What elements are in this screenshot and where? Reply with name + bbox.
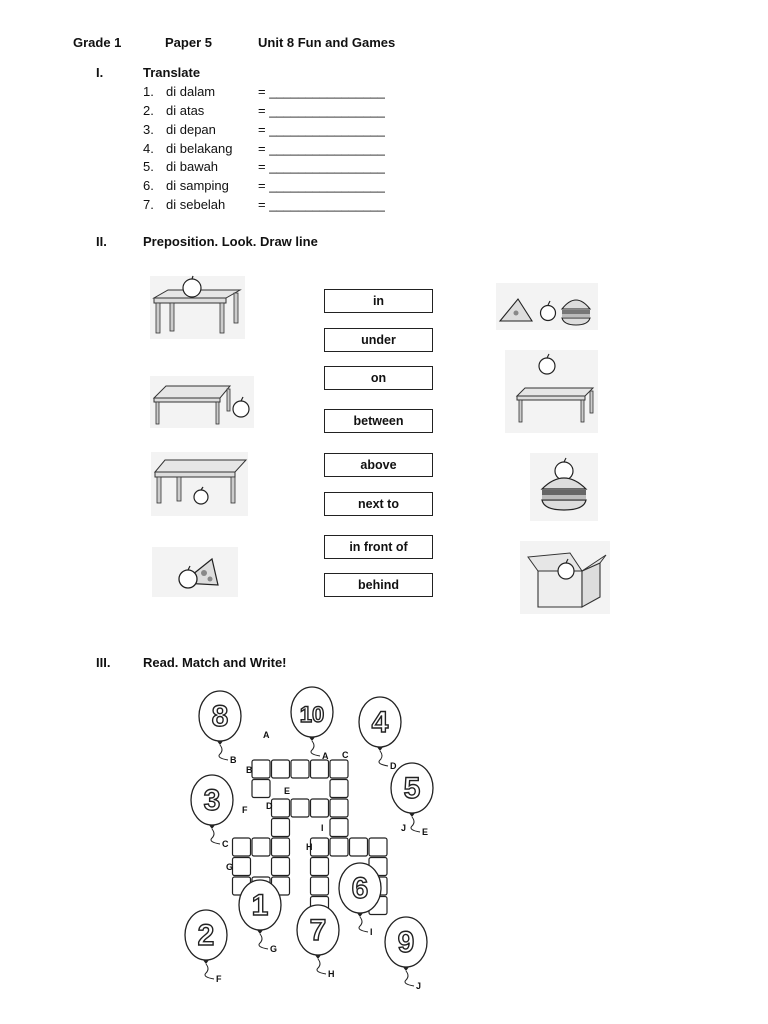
- balloon-letter: D: [390, 761, 397, 771]
- item-number: 7.: [143, 197, 154, 212]
- item-number: 5.: [143, 159, 154, 174]
- crossword-cell[interactable]: [311, 877, 329, 895]
- balloon-letter: A: [322, 751, 329, 761]
- balloon-8: [199, 691, 241, 765]
- section1-title: Translate: [143, 65, 201, 80]
- balloon-number: 8: [211, 700, 229, 733]
- header-paper: Paper 5: [165, 35, 212, 50]
- balloon-10: [291, 687, 333, 761]
- balloon-letter: I: [370, 927, 373, 937]
- balloon-5: [391, 763, 433, 837]
- crossword-cell[interactable]: [311, 858, 329, 876]
- grid-letter: J: [401, 823, 407, 833]
- balloon-letter: C: [222, 839, 229, 849]
- item-number: 2.: [143, 103, 154, 118]
- balloon-number: 10: [299, 702, 325, 727]
- balloon-3: [191, 775, 233, 849]
- word-box-in-front-of[interactable]: in front of: [324, 535, 433, 559]
- apple-behind-burger-picture[interactable]: [530, 453, 598, 521]
- answer-blank[interactable]: = ________________: [258, 122, 385, 137]
- apple-next-to-table-picture[interactable]: [150, 376, 254, 428]
- item-word: di belakang: [166, 141, 233, 156]
- word-box-behind[interactable]: behind: [324, 573, 433, 597]
- crossword-cell[interactable]: [330, 799, 348, 817]
- crossword-cell[interactable]: [330, 819, 348, 837]
- balloon-number: 6: [351, 872, 369, 905]
- word-box-next-to[interactable]: next to: [324, 492, 433, 516]
- word-box-above[interactable]: above: [324, 453, 433, 477]
- crossword-cell[interactable]: [272, 838, 290, 856]
- crossword-cell[interactable]: [252, 838, 270, 856]
- balloon-number: 7: [309, 914, 327, 947]
- crossword-svg: [180, 680, 450, 991]
- balloon-letter: J: [416, 981, 422, 991]
- section1-numeral: I.: [96, 65, 104, 80]
- header-grade: Grade 1: [73, 35, 122, 50]
- header-unit: Unit 8 Fun and Games: [258, 35, 396, 50]
- grid-letter: D: [266, 801, 273, 811]
- crossword-cell[interactable]: [233, 838, 251, 856]
- crossword-cell[interactable]: [311, 760, 329, 778]
- crossword-cell[interactable]: [233, 858, 251, 876]
- answer-blank[interactable]: = ________________: [258, 84, 385, 99]
- table-icon: [150, 376, 254, 428]
- crossword-cell[interactable]: [291, 760, 309, 778]
- item-word: di samping: [166, 178, 229, 193]
- section2-numeral: II.: [96, 234, 107, 249]
- section3-title: Read. Match and Write!: [143, 655, 287, 670]
- grid-letter: H: [306, 842, 313, 852]
- balloon-number: 9: [397, 926, 415, 959]
- crossword-cell[interactable]: [252, 760, 270, 778]
- item-number: 4.: [143, 141, 154, 156]
- balloon-letter: B: [230, 755, 237, 765]
- apple-in-front-of-pizza-picture[interactable]: [152, 547, 238, 597]
- crossword-cell[interactable]: [350, 838, 368, 856]
- crossword-cell[interactable]: [272, 858, 290, 876]
- food-icon: [496, 283, 598, 330]
- grid-letter: A: [263, 730, 270, 740]
- answer-blank[interactable]: = ________________: [258, 159, 385, 174]
- pizza-icon: [152, 547, 238, 597]
- box-icon: [520, 541, 610, 614]
- answer-blank[interactable]: = ________________: [258, 141, 385, 156]
- balloon-4: [359, 697, 401, 771]
- crossword-puzzle[interactable]: [180, 680, 450, 991]
- answer-blank[interactable]: = ________________: [258, 197, 385, 212]
- crossword-cell[interactable]: [291, 799, 309, 817]
- burger-icon: [530, 453, 598, 521]
- grid-letter: G: [226, 862, 234, 872]
- balloon-number: 4: [371, 706, 389, 739]
- word-box-in[interactable]: in: [324, 289, 433, 313]
- balloon-number: 3: [203, 784, 221, 817]
- item-number: 3.: [143, 122, 154, 137]
- item-word: di sebelah: [166, 197, 226, 212]
- word-box-under[interactable]: under: [324, 328, 433, 352]
- word-box-between[interactable]: between: [324, 409, 433, 433]
- balloon-2: [185, 910, 227, 984]
- crossword-cell[interactable]: [272, 819, 290, 837]
- balloon-6: [339, 863, 381, 937]
- table-icon: [505, 350, 598, 433]
- item-word: di atas: [166, 103, 205, 118]
- word-box-on[interactable]: on: [324, 366, 433, 390]
- crossword-cell[interactable]: [369, 838, 387, 856]
- answer-blank[interactable]: = ________________: [258, 103, 385, 118]
- grid-letter: C: [342, 750, 349, 760]
- apple-under-table-picture[interactable]: [151, 452, 248, 516]
- item-word: di dalam: [166, 84, 216, 99]
- balloon-7: [297, 905, 339, 979]
- balloon-letter: F: [216, 974, 222, 984]
- balloon-1: [239, 880, 281, 954]
- balloon-number: 5: [403, 772, 421, 805]
- crossword-cell[interactable]: [330, 760, 348, 778]
- item-number: 1.: [143, 84, 154, 99]
- grid-letter: F: [242, 805, 248, 815]
- item-number: 6.: [143, 178, 154, 193]
- apple-between-pizza-and-burger-picture[interactable]: [496, 283, 598, 330]
- apple-above-table-picture[interactable]: [505, 350, 598, 433]
- balloon-group: [185, 687, 433, 991]
- section3-numeral: III.: [96, 655, 111, 670]
- grid-letter: I: [321, 823, 324, 833]
- balloon-letter: H: [328, 969, 335, 979]
- crossword-cell[interactable]: [311, 799, 329, 817]
- answer-blank[interactable]: = ________________: [258, 178, 385, 193]
- balloon-letter: G: [270, 944, 278, 954]
- grid-letter: E: [284, 786, 291, 796]
- balloon-letter: E: [422, 827, 429, 837]
- apple-in-box-picture[interactable]: [520, 541, 610, 614]
- item-word: di depan: [166, 122, 216, 137]
- balloon-9: [385, 917, 427, 991]
- crossword-cell[interactable]: [330, 780, 348, 798]
- balloon-number: 1: [251, 889, 269, 922]
- crossword-cell[interactable]: [272, 799, 290, 817]
- table-icon: [151, 452, 248, 516]
- grid-letter: B: [246, 765, 253, 775]
- crossword-cell[interactable]: [330, 838, 348, 856]
- table-icon: [150, 276, 245, 339]
- item-word: di bawah: [166, 159, 219, 174]
- crossword-cell[interactable]: [311, 838, 329, 856]
- section2-title: Preposition. Look. Draw line: [143, 234, 318, 249]
- crossword-cell[interactable]: [252, 780, 270, 798]
- apple-on-table-picture[interactable]: [150, 276, 245, 339]
- crossword-cell[interactable]: [272, 760, 290, 778]
- balloon-number: 2: [197, 919, 215, 952]
